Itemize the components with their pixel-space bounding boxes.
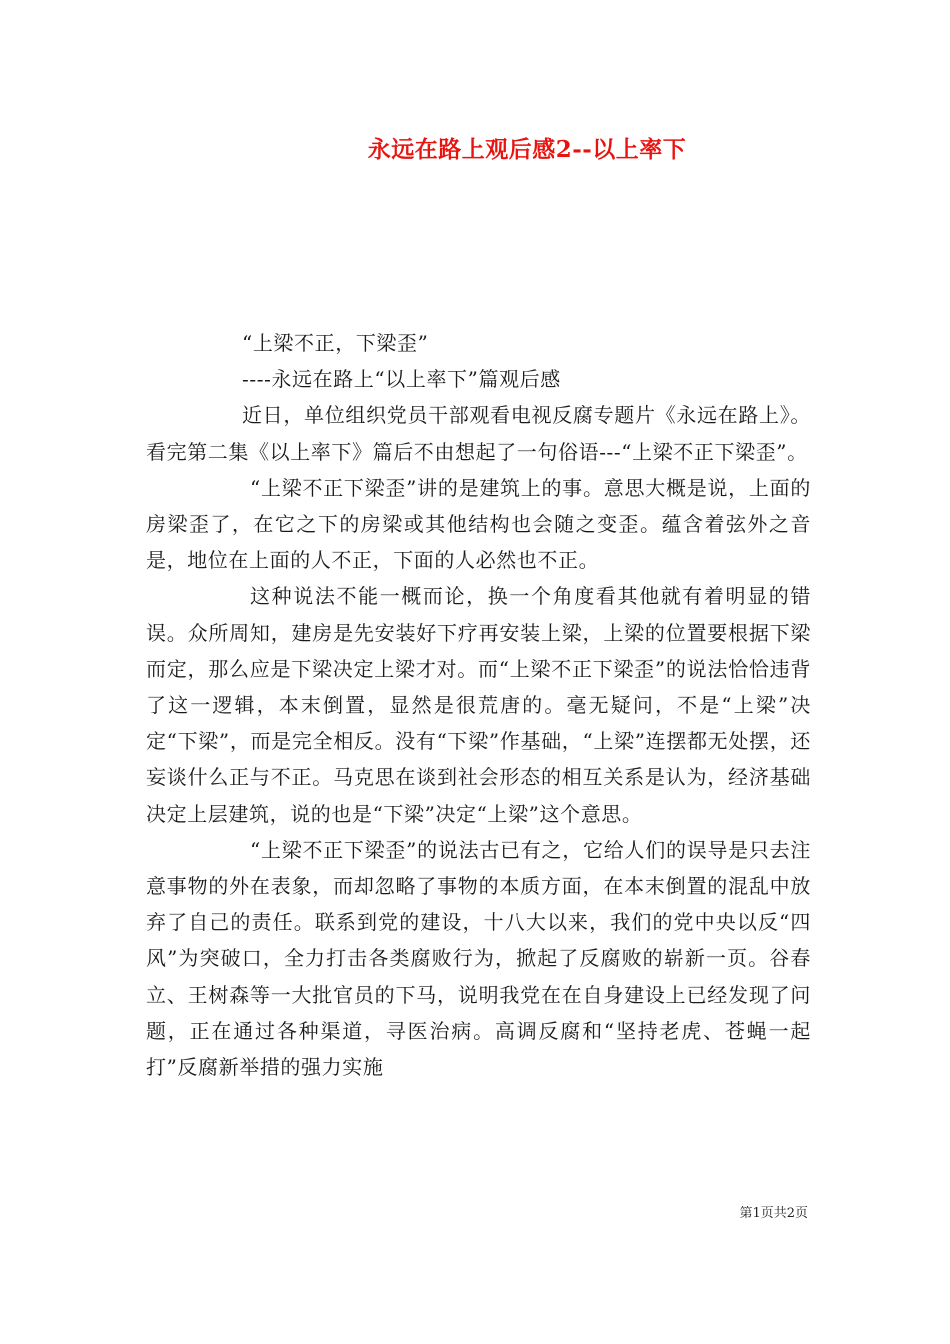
paragraph-4: “上梁不正下梁歪”的说法古已有之，它给人们的误导是只去注意事物的外在表象，而却忽略了事物的本质方面，在本末倒置的混乱中放弃了自己的责任。联系到党的建设，十八大以来，我们的党中央以反“四风”为突破口，全力打击各类腐败行为，掀起了反腐败的崭新一页。谷春立、王树森等一大批官员的下马，说明我党在在自身建设上已经发现了问题，正在通过各种渠道，寻医治病。高调反腐和“坚持老虎、苍蝇一起打”反腐新举措的强力实施 <box>146 837 811 1080</box>
paragraph-2: “上梁不正下梁歪”讲的是建筑上的事。意思大概是说，上面的房梁歪了，在它之下的房梁或其他结构也会随之变歪。蕴含着弦外之音是，地位在上面的人不正，下面的人必然也不正。 <box>146 475 811 573</box>
page-number-footer: 第1页共2页 <box>739 1206 808 1221</box>
document-body <box>146 325 811 1085</box>
paragraph-3: 这种说法不能一概而论，换一个角度看其他就有着明显的错误。众所周知，建房是先安装好下疗再安装上梁，上梁的位置要根据下梁而定，那么应是下梁决定上梁才对。而“上梁不正下梁歪”的说法恰恰违背了这一逻辑，本末倒置，显然是很荒唐的。毫无疑问，不是“上梁”决定“下梁”，而是完全相反。没有“下梁”作基础，“上梁”连摆都无处摆，还妄谈什么正与不正。马克思在谈到社会形态的相互关系是认为，经济基础决定上层建筑，说的也是“下梁”决定“上梁”这个意思。 <box>146 584 811 826</box>
document-title: 永远在路上观后感2--以上率下 <box>367 136 687 163</box>
heading-subtitle: ----永远在路上“以上率下”篇观后感 <box>242 367 561 392</box>
paragraph-1: 近日，单位组织党员干部观看电视反腐专题片《永远在路上》。看完第二集《以上率下》篇后不由想起了一句俗语---“上梁不正下梁歪”。 <box>146 403 811 464</box>
heading-quote: “上梁不正，下梁歪” <box>242 331 429 355</box>
